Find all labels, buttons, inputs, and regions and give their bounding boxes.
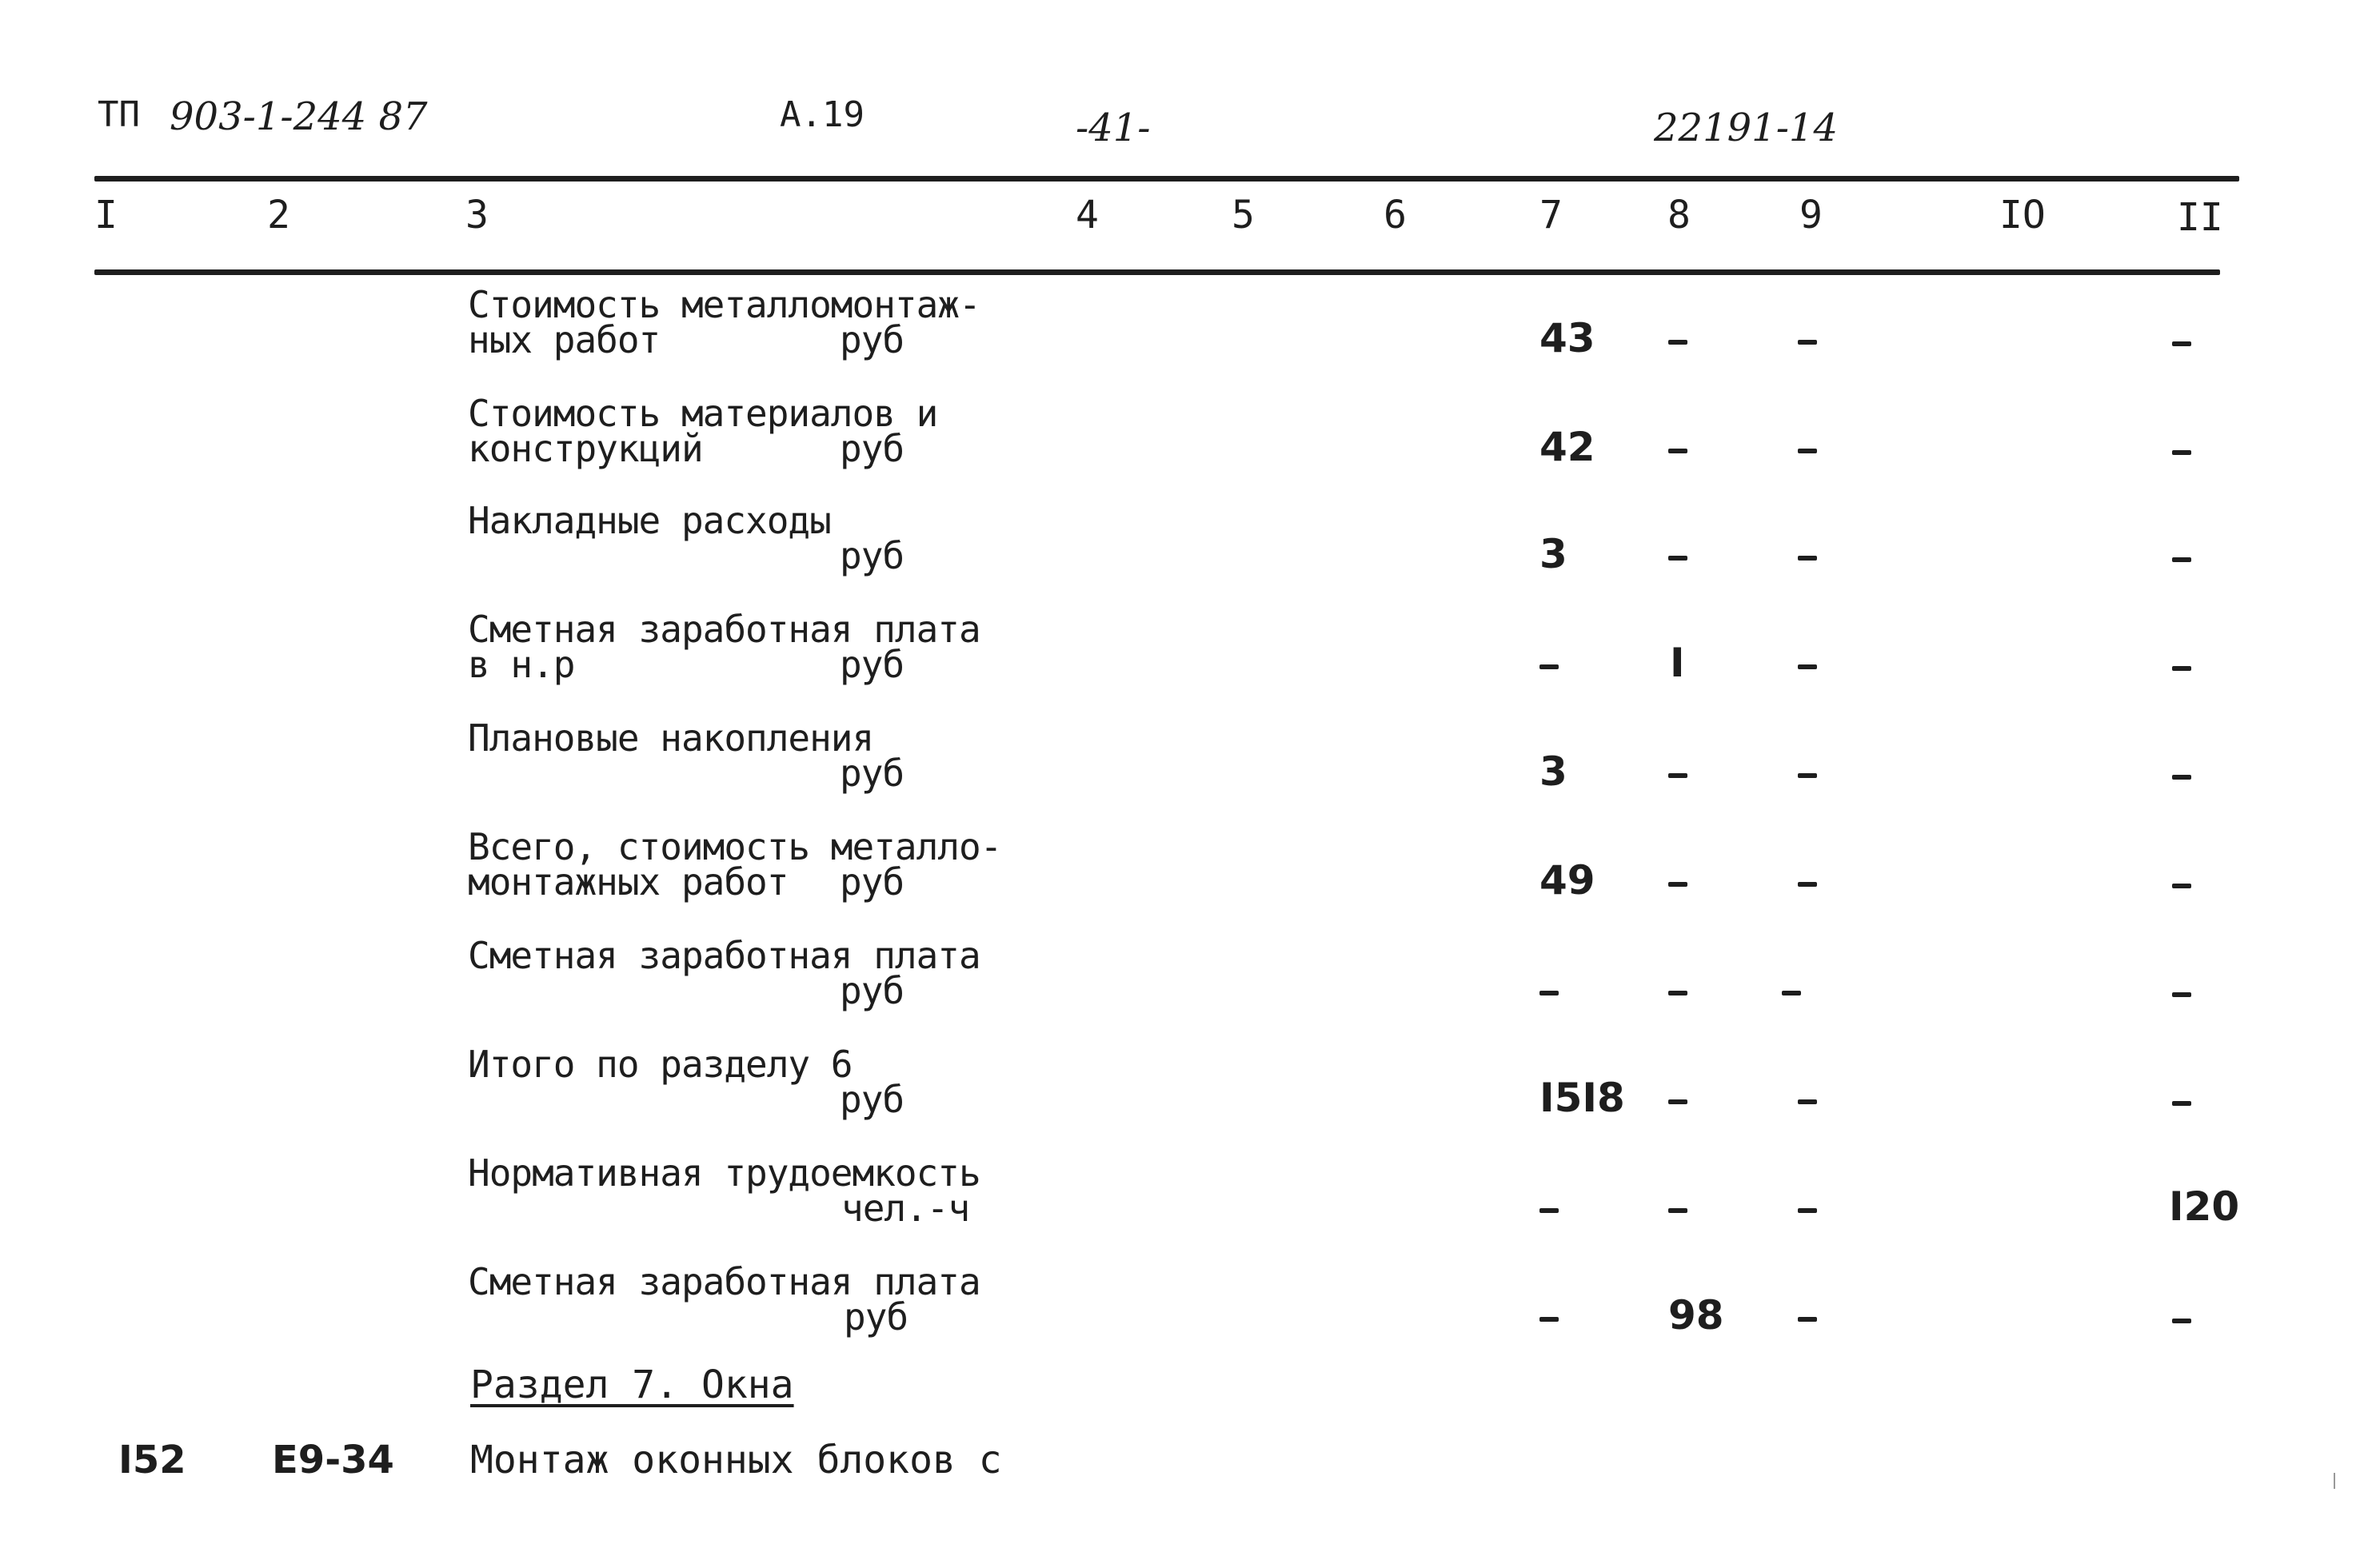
col-7: 7 xyxy=(1539,193,1563,237)
row-dash-col11 xyxy=(2172,992,2191,997)
page-number: -41- xyxy=(1076,106,1151,150)
header-rule-top xyxy=(94,176,2239,182)
row-dash-col11 xyxy=(2172,1101,2191,1106)
row-dash-col9 xyxy=(1798,773,1817,778)
row-dash-col9 xyxy=(1798,1099,1817,1104)
row-value-col7: 49 xyxy=(1539,857,1595,904)
row-label: Нормативная трудоемкость xyxy=(468,1151,980,1195)
col-9: 9 xyxy=(1799,193,1823,237)
row-label: Стоимость материалов и xyxy=(468,392,938,435)
sheet-label: А.19 xyxy=(780,94,865,135)
row-label: Всего, стоимость металло- xyxy=(468,825,1002,868)
row-dash-col9 xyxy=(1798,882,1817,887)
row-value-col8: I xyxy=(1670,640,1685,686)
row-dash-col8 xyxy=(1668,882,1687,887)
col-6: 6 xyxy=(1384,193,1407,237)
doc-number: 22191-14 xyxy=(1654,106,1838,150)
row-unit: руб xyxy=(840,969,904,1012)
row-value-col7: 43 xyxy=(1539,315,1595,361)
row-dash-col11 xyxy=(2172,557,2191,562)
row-value-col7: 3 xyxy=(1539,531,1567,577)
row-label-line2: ных работ xyxy=(468,318,661,361)
row-dash-col11 xyxy=(2172,884,2191,888)
row-dash-col9 xyxy=(1798,1208,1817,1213)
row-value-col7: 42 xyxy=(1539,424,1595,470)
row-label: Итого по разделу 6 xyxy=(468,1043,853,1086)
row-value-col7: I5I8 xyxy=(1539,1075,1625,1121)
row-dash-col8 xyxy=(1668,556,1687,561)
row-dash-col11 xyxy=(2172,1319,2191,1323)
row-value-col11: I20 xyxy=(2169,1183,2240,1230)
row-unit: руб xyxy=(840,534,904,577)
header-rule-bottom xyxy=(94,269,2220,275)
row-dash-col9 xyxy=(1798,556,1817,561)
col-4: 4 xyxy=(1076,193,1099,237)
row-dash-col7 xyxy=(1539,1208,1559,1213)
row-dash-col9 xyxy=(1782,991,1801,995)
row-unit: руб xyxy=(840,1078,904,1121)
col-3: 3 xyxy=(465,193,489,237)
row-dash-col11 xyxy=(2172,775,2191,780)
row-label: Накладные расходы xyxy=(468,499,831,542)
item-number: I52 xyxy=(118,1438,186,1482)
row-dash-col9 xyxy=(1798,1317,1817,1322)
row-dash-col8 xyxy=(1668,1099,1687,1104)
section-title: Раздел 7. Окна xyxy=(470,1363,794,1407)
row-unit: руб xyxy=(840,860,904,904)
doc-code-prefix: ТП xyxy=(98,94,140,135)
row-dash-col9 xyxy=(1798,340,1817,345)
col-1: I xyxy=(94,193,118,237)
col-5: 5 xyxy=(1232,193,1255,237)
row-label-line2: монтажных работ xyxy=(468,860,789,904)
row-dash-col7 xyxy=(1539,664,1559,669)
scan-mark xyxy=(2334,1473,2335,1489)
col-8: 8 xyxy=(1667,193,1691,237)
row-label-line2: конструкций xyxy=(468,427,703,470)
row-label-line2: в н.р xyxy=(468,643,575,686)
row-label: Плановые накопления xyxy=(468,716,874,760)
item-description: Монтаж оконных блоков с xyxy=(470,1438,1002,1482)
row-unit: руб xyxy=(840,643,904,686)
row-dash-col7 xyxy=(1539,1317,1559,1322)
row-unit: руб xyxy=(844,1295,908,1339)
col-11: II xyxy=(2177,195,2223,240)
row-dash-col11 xyxy=(2172,341,2191,346)
row-dash-col9 xyxy=(1798,449,1817,453)
row-dash-col8 xyxy=(1668,1208,1687,1213)
row-dash-col9 xyxy=(1798,664,1817,669)
row-dash-col7 xyxy=(1539,991,1559,995)
row-unit: руб xyxy=(840,318,904,361)
row-label: Сметная заработная плата xyxy=(468,608,980,651)
row-dash-col11 xyxy=(2172,450,2191,455)
row-dash-col8 xyxy=(1668,773,1687,778)
col-10: IO xyxy=(1999,193,2046,237)
row-dash-col8 xyxy=(1668,991,1687,995)
row-unit: чел.-ч xyxy=(841,1187,970,1230)
row-label: Стоимость металломонтаж- xyxy=(468,283,980,326)
row-value-col8: 98 xyxy=(1668,1292,1724,1339)
row-dash-col8 xyxy=(1668,340,1687,345)
row-dash-col8 xyxy=(1668,449,1687,453)
row-unit: руб xyxy=(840,427,904,470)
row-label: Сметная заработная плата xyxy=(468,934,980,977)
row-value-col7: 3 xyxy=(1539,748,1567,795)
item-code: Е9-34 xyxy=(272,1438,394,1482)
row-unit: руб xyxy=(840,752,904,795)
row-dash-col11 xyxy=(2172,666,2191,671)
row-label: Сметная заработная плата xyxy=(468,1260,980,1303)
doc-code-number: 903-1-244 87 xyxy=(170,94,428,139)
col-2: 2 xyxy=(267,193,290,237)
